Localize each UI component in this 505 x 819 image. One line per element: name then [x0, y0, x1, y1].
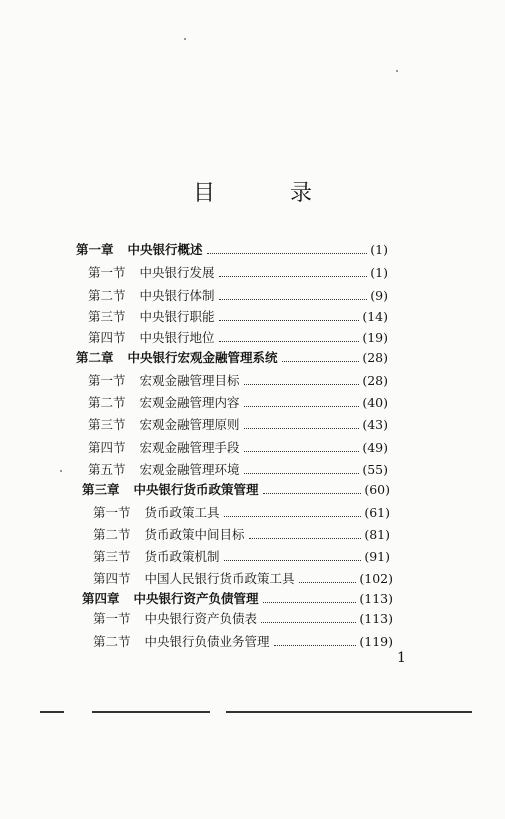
footer-rule-middle [92, 711, 210, 713]
toc-entry-number: 第二节 [93, 527, 131, 542]
toc-entry-page: (43) [362, 417, 388, 432]
toc-entry-page: (119) [359, 634, 393, 649]
toc-entry [88, 395, 388, 411]
toc-entry-number: 第四节 [88, 440, 126, 455]
toc-entry-title: 中央银行概述 [127, 242, 203, 257]
toc-entry-page: (49) [362, 440, 388, 455]
toc-entry [88, 265, 388, 281]
toc-entry-title: 中央银行职能 [139, 309, 215, 324]
toc-entry-number: 第三节 [88, 309, 126, 324]
toc-entry [88, 330, 388, 346]
toc-leader-dots [244, 428, 360, 429]
toc-entry-number: 第二章 [76, 350, 114, 365]
toc-leader-dots [244, 473, 360, 474]
toc-entry-page: (1) [370, 242, 388, 257]
toc-entry [76, 350, 388, 366]
toc-entry-number: 第三节 [93, 549, 131, 564]
toc-entry-number: 第四节 [93, 571, 131, 586]
toc-entry [93, 505, 390, 521]
toc-entry-title: 中央银行货币政策管理 [133, 482, 259, 497]
page-title: 目 录 [193, 181, 346, 206]
toc-entry-title: 货币政策机制 [144, 549, 220, 564]
toc-entry-title: 货币政策工具 [144, 505, 220, 520]
toc-entry-page: (102) [359, 571, 393, 586]
toc-leader-dots [249, 538, 362, 539]
toc-entry-page: (14) [362, 309, 388, 324]
page-number: 1 [397, 650, 406, 666]
toc-leader-dots [282, 361, 360, 362]
toc-entry-page: (60) [364, 482, 390, 497]
toc-entry-number: 第四节 [88, 330, 126, 345]
toc-leader-dots [244, 406, 360, 407]
toc-entry [93, 527, 390, 543]
toc-entry-title: 中央银行体制 [139, 288, 215, 303]
toc-entry-page: (81) [364, 527, 390, 542]
toc-entry-number: 第三章 [82, 482, 120, 497]
toc-entry [88, 462, 388, 478]
footer-rule-left [40, 711, 64, 713]
toc-entry-title: 中央银行宏观金融管理系统 [127, 350, 278, 365]
toc-entry [93, 634, 393, 650]
toc-entry-page: (113) [359, 611, 393, 626]
toc-entry-title: 中央银行发展 [139, 265, 215, 280]
toc-entry [88, 440, 388, 456]
toc-leader-dots [263, 493, 362, 494]
toc-entry [88, 309, 388, 325]
toc-leader-dots [299, 582, 357, 583]
toc-leader-dots [224, 516, 362, 517]
toc-leader-dots [244, 451, 360, 452]
toc-entry-page: (55) [362, 462, 388, 477]
toc-entry-page: (91) [364, 549, 390, 564]
toc-leader-dots [224, 560, 362, 561]
toc-entry-number: 第二节 [88, 288, 126, 303]
toc-entry-title: 宏观金融管理手段 [139, 440, 240, 455]
toc-entry-title: 中国人民银行货币政策工具 [144, 571, 295, 586]
toc-entry-page: (19) [362, 330, 388, 345]
toc-entry-number: 第二节 [93, 634, 131, 649]
scan-speck [184, 38, 186, 40]
toc-entry-page: (113) [359, 591, 393, 606]
toc-entry [93, 549, 390, 565]
toc-leader-dots [244, 384, 360, 385]
toc-entry [76, 242, 388, 258]
toc-entry-title: 宏观金融管理内容 [139, 395, 240, 410]
toc-entry [82, 482, 390, 498]
toc-entry [82, 591, 393, 607]
toc-entry [93, 571, 393, 587]
toc-entry-number: 第一节 [93, 611, 131, 626]
toc-leader-dots [219, 341, 360, 342]
toc-entry-number: 第一章 [76, 242, 114, 257]
toc-leader-dots [207, 253, 368, 254]
toc-entry-title: 货币政策中间目标 [144, 527, 245, 542]
scan-speck [396, 70, 398, 72]
toc-entry-number: 第三节 [88, 417, 126, 432]
toc-entry [88, 417, 388, 433]
toc-entry-page: (61) [364, 505, 390, 520]
toc-entry-number: 第四章 [82, 591, 120, 606]
toc-leader-dots [263, 602, 357, 603]
toc-entry-title: 中央银行资产负债表 [144, 611, 258, 626]
toc-entry [88, 373, 388, 389]
toc-leader-dots [219, 276, 368, 277]
toc-entry-page: (1) [370, 265, 388, 280]
toc-entry [88, 288, 388, 304]
toc-leader-dots [219, 299, 368, 300]
toc-entry-title: 中央银行地位 [139, 330, 215, 345]
toc-entry-title: 宏观金融管理环境 [139, 462, 240, 477]
toc-entry-number: 第一节 [88, 373, 126, 388]
toc-entry-page: (40) [362, 395, 388, 410]
toc-entry-number: 第五节 [88, 462, 126, 477]
toc-entry [93, 611, 393, 627]
scan-speck [60, 470, 62, 472]
toc-entry-page: (28) [362, 350, 388, 365]
toc-entry-title: 宏观金融管理目标 [139, 373, 240, 388]
toc-entry-title: 宏观金融管理原则 [139, 417, 240, 432]
toc-entry-title: 中央银行负债业务管理 [144, 634, 270, 649]
toc-entry-title: 中央银行资产负债管理 [133, 591, 259, 606]
toc-entry-number: 第二节 [88, 395, 126, 410]
toc-leader-dots [219, 320, 360, 321]
toc-entry-number: 第一节 [93, 505, 131, 520]
toc-entry-number: 第一节 [88, 265, 126, 280]
toc-entry-page: (28) [362, 373, 388, 388]
toc-leader-dots [274, 645, 357, 646]
toc-leader-dots [261, 622, 356, 623]
footer-rule-right [226, 711, 472, 713]
toc-entry-page: (9) [370, 288, 388, 303]
